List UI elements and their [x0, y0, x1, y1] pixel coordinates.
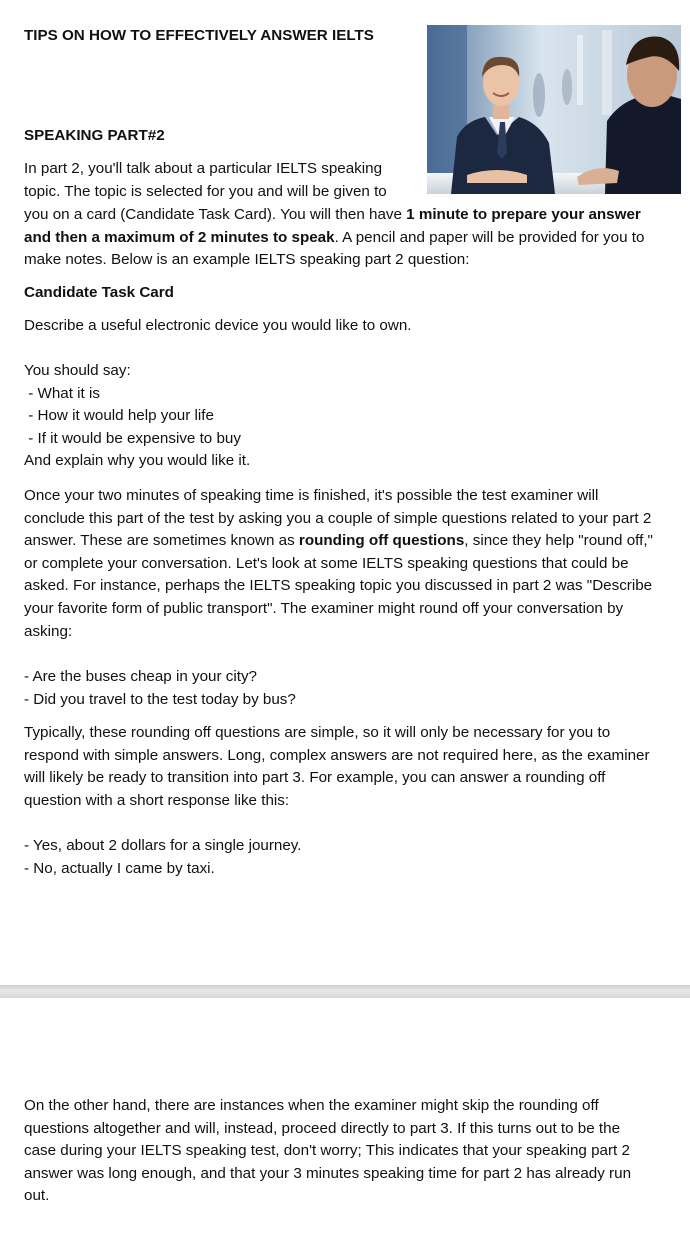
bullet-item: - If it would be expensive to buy — [24, 429, 241, 447]
page-separator — [0, 985, 690, 998]
intro-line-2: topic. The topic is selected for you and will be given to — [24, 183, 387, 200]
task-prompt: Describe a useful electronic device you would like to own. — [24, 317, 412, 334]
intro-line-1: In part 2, you'll talk about a particular IELTS speaking — [24, 160, 383, 177]
para2-text-2: , since they help "round off," or complete your conversation. Let's look at some IELTS speaking questions that could be asked. For instance, perhaps the IELTS speaking topic you discussed in part 2 was "Describe your favorite form of public transport". The examiner might round off your conversation by asking: — [24, 532, 653, 640]
paragraph-rounding-off — [24, 485, 654, 643]
paragraph-other-hand: On the other hand, there are instances when the examiner might skip the rounding off questions altogether and will, instead, proceed directly to part 3. If this turns out to be the case during your IELTS speaking test, don't worry; This indicates that your speaking part 2 answer was long enough, and that your 3 minutes speaking time for part 2 has already run out. — [24, 1097, 632, 1205]
task-card-heading: Candidate Task Card — [24, 284, 174, 301]
document-page-2 — [0, 998, 690, 1249]
intro-text-1: you on a card (Candidate Task Card). You will then have — [24, 206, 407, 223]
you-should-say: You should say: — [24, 362, 131, 379]
document-title: TIPS ON HOW TO EFFECTIVELY ANSWER IELTS — [24, 27, 374, 44]
example-answers — [24, 835, 654, 880]
intro-bold-text: 1 minute to prepare your answer and then a maximum of 2 minutes to speak — [24, 206, 641, 246]
bullet-item: - How it would help your life — [24, 407, 214, 425]
paragraph-typically: Typically, these rounding off questions are simple, so it will only be necessary for you to respond with simple answers. Long, complex answers are not required here, as the examiner will likely be ready to transition into part 3. For example, you can answer a rounding off question with a short response like this: — [24, 724, 650, 809]
para2-bold-text: rounding off questions — [298, 532, 465, 550]
question-item: - Did you travel to the test today by bus? — [24, 690, 296, 708]
interview-photo — [427, 25, 681, 194]
example-questions — [24, 666, 654, 711]
answer-item: - Yes, about 2 dollars for a single journey. — [24, 837, 302, 854]
para2-text-1: Once your two minutes of speaking time is finished, it's possible the test examiner will conclude this part of the test by asking you a couple of simple questions related to your part 2 answer. These are sometimes known as — [24, 487, 652, 550]
explain-line: And explain why you would like it. — [24, 452, 251, 470]
section-heading: SPEAKING PART#2 — [24, 127, 165, 144]
intro-paragraph-rest — [24, 204, 649, 272]
question-item: - Are the buses cheap in your city? — [24, 668, 258, 685]
bullet-item: - What it is — [24, 384, 100, 402]
answer-item: - No, actually I came by taxi. — [24, 859, 215, 877]
intro-text-2: . A pencil and paper will be provided for you to make notes. Below is an example IELTS speaking part 2 question: — [24, 228, 645, 269]
task-list — [24, 360, 654, 473]
